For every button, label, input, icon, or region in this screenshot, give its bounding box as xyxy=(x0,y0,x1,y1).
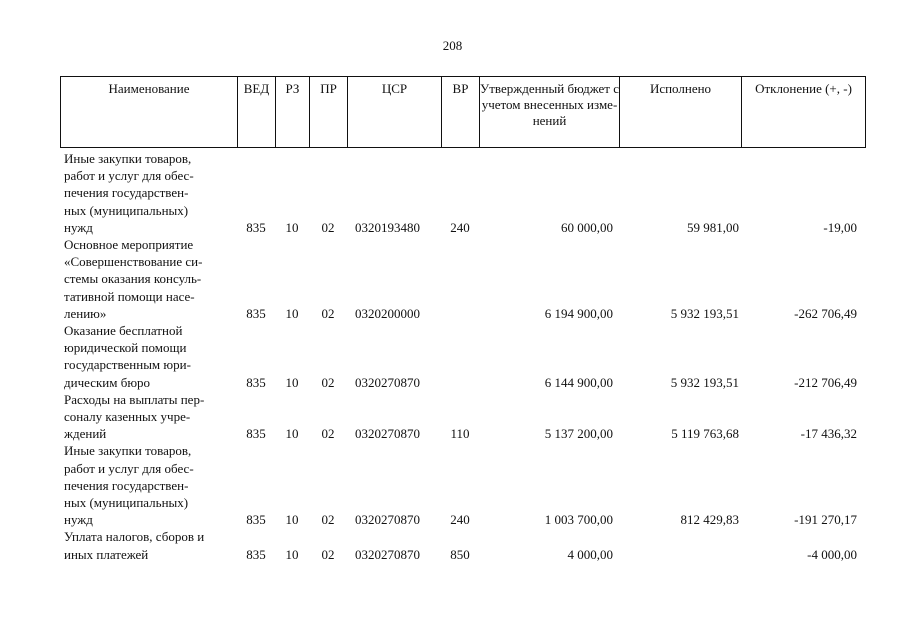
header-deviation: Отклонение (+, -) xyxy=(742,76,866,148)
row-vr: 850 xyxy=(450,546,470,562)
row-executed: 5 932 193,51 xyxy=(670,305,739,321)
table-header xyxy=(60,76,866,148)
row-approved: 6 144 900,00 xyxy=(544,374,613,390)
row-vr: 110 xyxy=(450,426,470,442)
row-pr: 02 xyxy=(321,512,335,528)
row-vr: 240 xyxy=(450,512,470,528)
row-deviation: -4 000,00 xyxy=(807,546,857,562)
header-vr: ВР xyxy=(442,76,480,148)
row-approved: 5 137 200,00 xyxy=(544,426,613,442)
table-row xyxy=(60,442,866,528)
header-executed: Исполнено xyxy=(620,76,742,148)
row-executed: 5 119 763,68 xyxy=(671,426,739,442)
table-row xyxy=(60,236,866,322)
row-ved: 835 xyxy=(246,219,266,235)
table-body xyxy=(60,150,866,563)
row-rz: 10 xyxy=(285,512,299,528)
row-name: Расходы на выплаты пер- соналу казенных учре- ждений xyxy=(64,391,205,442)
row-ved: 835 xyxy=(246,374,266,390)
row-deviation: -19,00 xyxy=(823,219,857,235)
row-vr: 240 xyxy=(450,219,470,235)
row-ved: 835 xyxy=(246,426,266,442)
row-rz: 10 xyxy=(285,426,299,442)
budget-table xyxy=(60,76,866,563)
header-approved: Утвержденный бюджет с учетом внесенных изме-нений xyxy=(480,76,620,148)
row-name: Иные закупки товаров, работ и услуг для обес- печения государствен- ных (муниципальных) нужд xyxy=(64,151,194,235)
row-csr: 0320270870 xyxy=(355,512,420,528)
row-ved: 835 xyxy=(246,546,266,562)
page-number: 208 xyxy=(442,38,463,53)
row-name: Оказание бесплатной юридической помощи государственным юри- дическим бюро xyxy=(64,323,191,390)
row-executed: 59 981,00 xyxy=(687,219,739,235)
row-rz: 10 xyxy=(285,219,299,235)
row-csr: 0320270870 xyxy=(355,546,420,562)
header-pr: ПР xyxy=(310,76,348,148)
header-csr: ЦСР xyxy=(348,76,442,148)
row-approved: 1 003 700,00 xyxy=(544,512,613,528)
row-executed: 812 429,83 xyxy=(680,512,739,528)
row-deviation: -212 706,49 xyxy=(794,374,857,390)
row-name: Основное мероприятие «Совершенствование си- стемы оказания консуль- тативной помощи насе- лению» xyxy=(64,237,203,321)
row-deviation: -17 436,32 xyxy=(800,426,857,442)
row-csr: 0320270870 xyxy=(355,374,420,390)
row-csr: 0320200000 xyxy=(355,305,420,321)
row-deviation: -262 706,49 xyxy=(794,305,857,321)
row-name: Иные закупки товаров, работ и услуг для обес- печения государствен- ных (муниципальных) нужд xyxy=(64,443,194,528)
row-name: Уплата налогов, сборов и иных платежей xyxy=(64,529,205,562)
row-ved: 835 xyxy=(246,305,266,321)
header-ved: ВЕД xyxy=(238,76,276,148)
table-row xyxy=(60,391,866,443)
table-row xyxy=(60,528,866,562)
row-csr: 0320193480 xyxy=(355,219,420,235)
row-deviation: -191 270,17 xyxy=(794,512,857,528)
row-approved: 6 194 900,00 xyxy=(544,305,613,321)
row-ved: 835 xyxy=(246,512,266,528)
row-pr: 02 xyxy=(321,219,335,235)
row-pr: 02 xyxy=(321,305,335,321)
row-approved: 4 000,00 xyxy=(567,546,613,562)
row-pr: 02 xyxy=(321,374,335,390)
row-rz: 10 xyxy=(285,546,299,562)
table-row xyxy=(60,150,866,236)
row-approved: 60 000,00 xyxy=(561,219,613,235)
header-name: Наименование xyxy=(61,76,238,148)
row-pr: 02 xyxy=(321,546,335,562)
row-csr: 0320270870 xyxy=(355,426,420,442)
row-rz: 10 xyxy=(285,305,299,321)
row-pr: 02 xyxy=(321,426,335,442)
header-rz: РЗ xyxy=(276,76,310,148)
row-executed: 5 932 193,51 xyxy=(670,374,739,390)
table-row xyxy=(60,322,866,391)
row-rz: 10 xyxy=(285,374,299,390)
